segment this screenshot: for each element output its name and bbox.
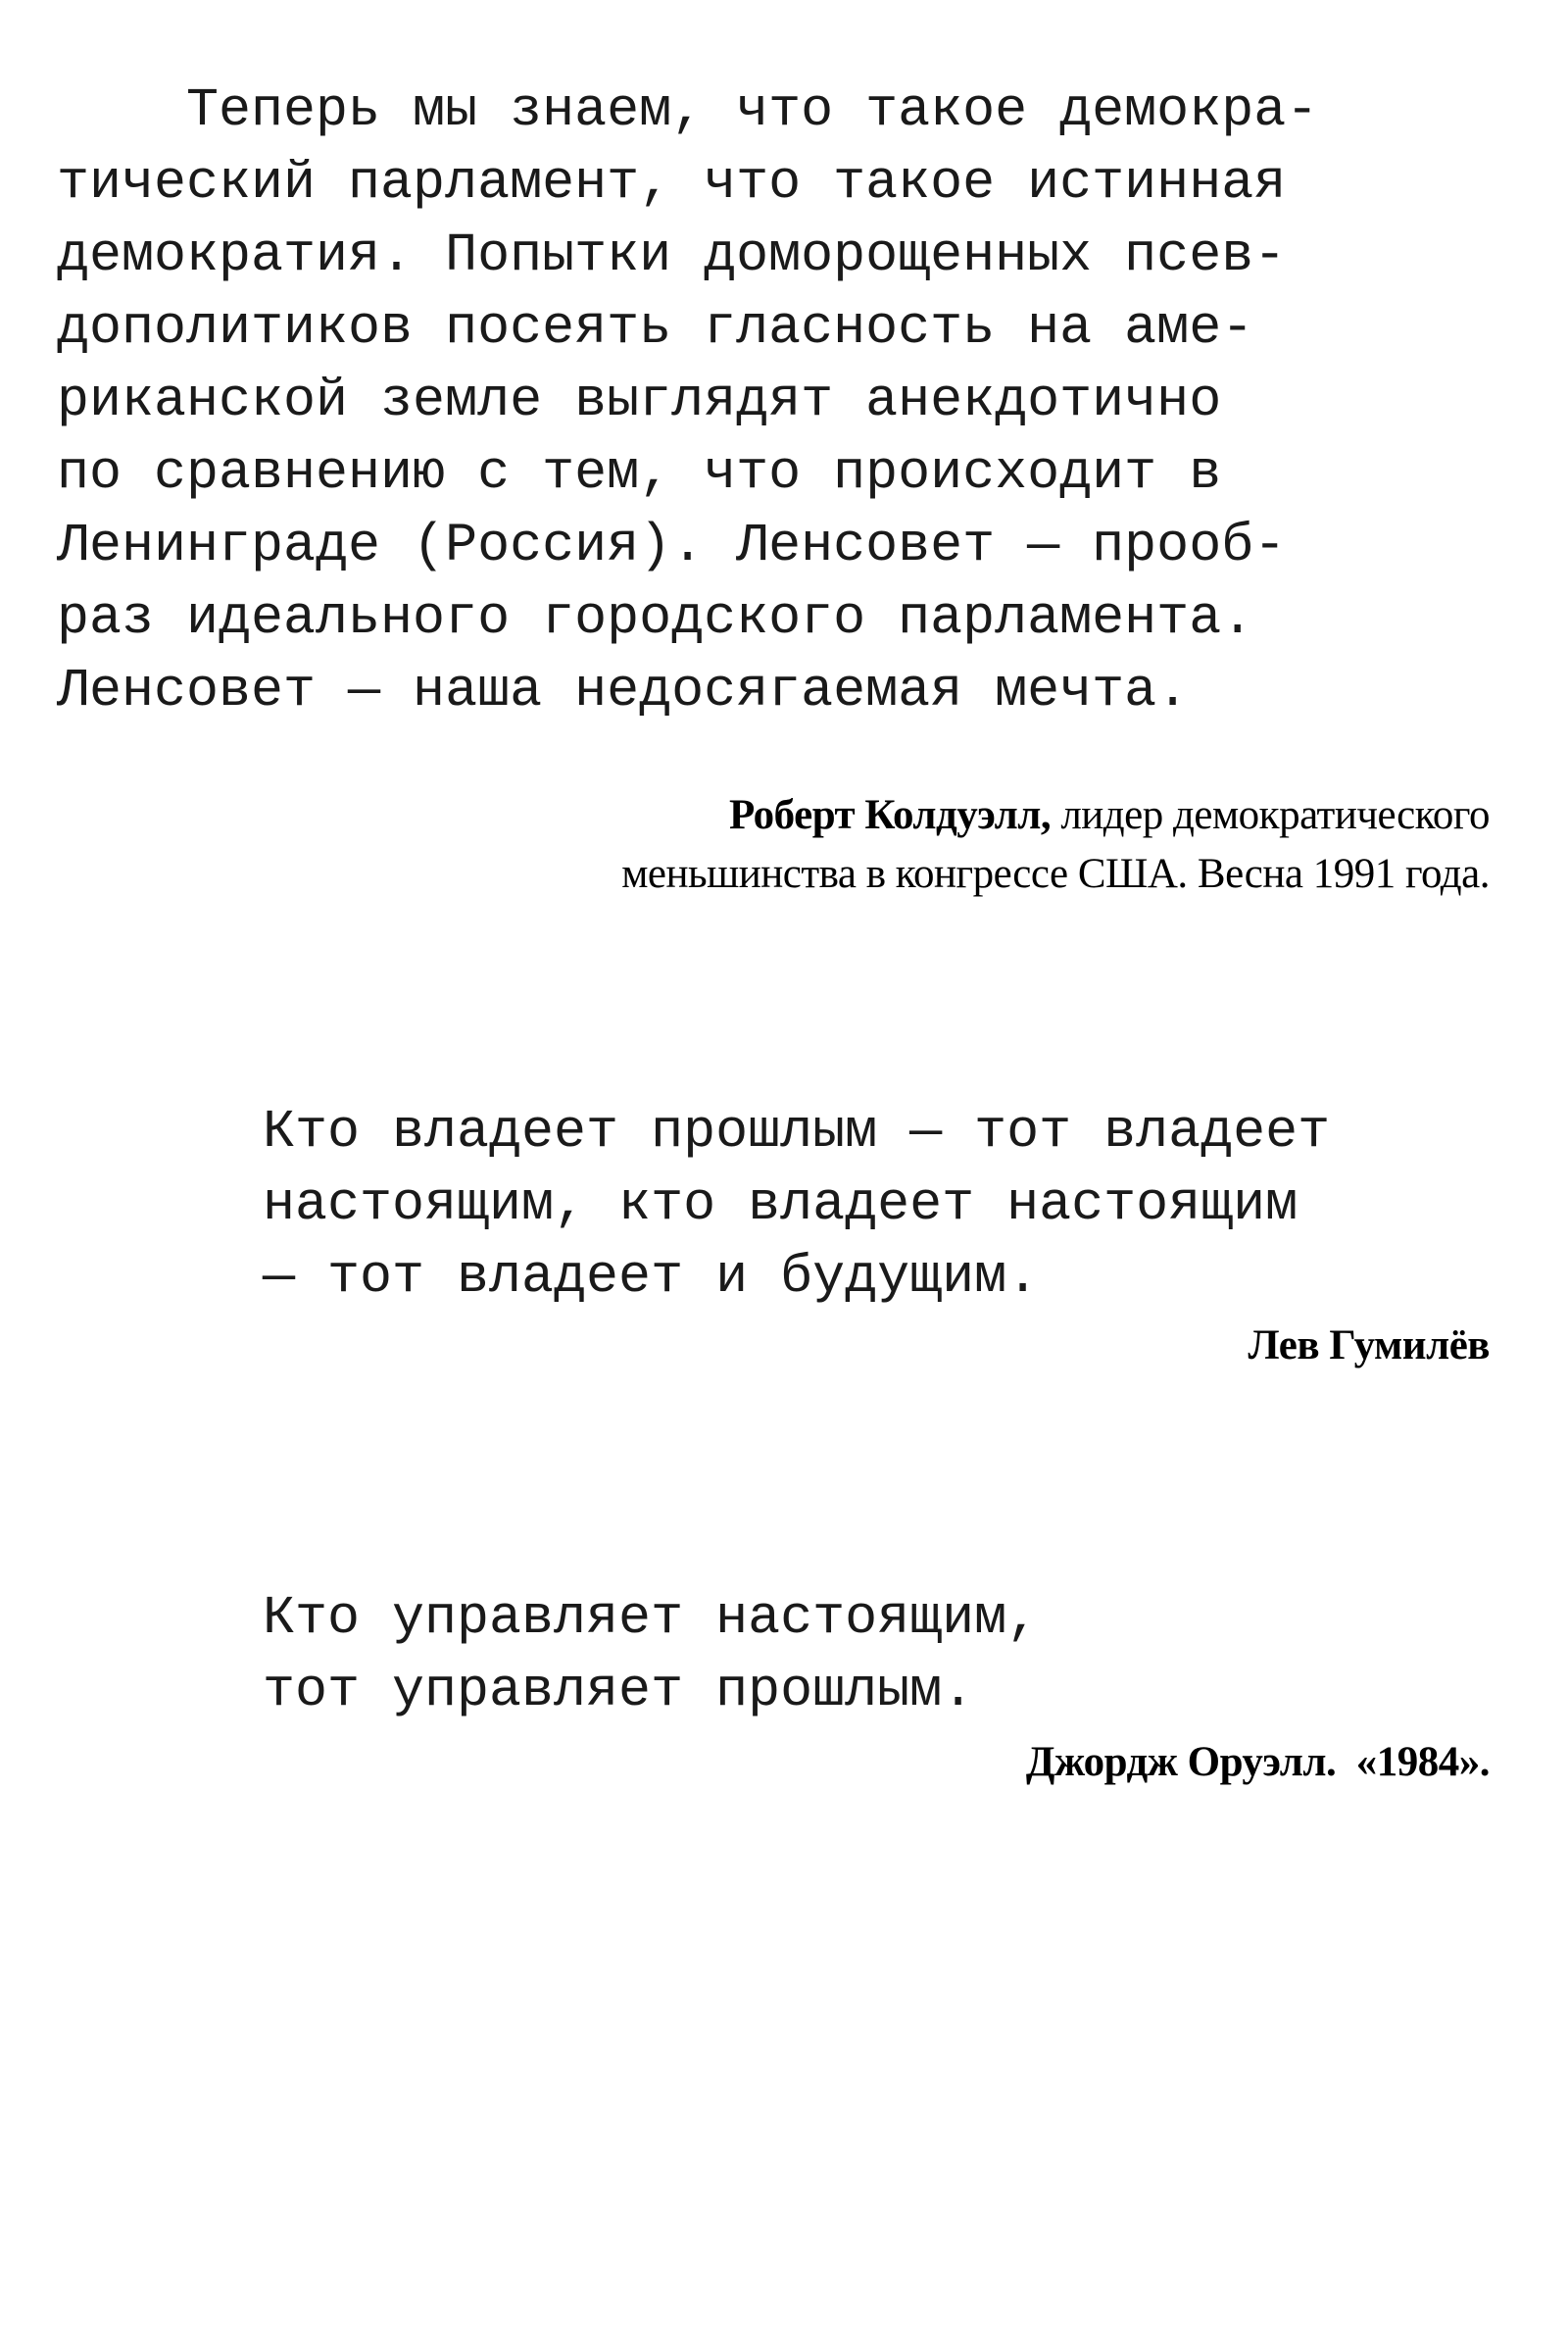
quote-1-line: тический парламент, что такое истинная: [57, 152, 1287, 214]
quote-1-author-name: Роберт Колдуэлл,: [728, 792, 1052, 838]
quote-1-line: демократия. Попытки доморощенных псев-: [57, 224, 1287, 286]
quote-2-line: — тот владеет и будущим.: [263, 1246, 1040, 1308]
quote-1-author-role: лидер демократического: [1051, 792, 1490, 838]
quote-2-author: Лев Гумилёв: [1248, 1322, 1490, 1368]
quote-3-line: тот управляет прошлым.: [263, 1660, 975, 1721]
quote-2-line: Кто владеет прошлым — тот владеет: [263, 1101, 1331, 1163]
quote-3-author: Джордж Оруэлл. «1984».: [1025, 1739, 1490, 1785]
quote-1-line: Теперь мы знаем, что такое демокра-: [57, 79, 1319, 141]
quote-1-line: раз идеального городского парламента.: [57, 587, 1254, 649]
quote-1-line: Ленинграде (Россия). Ленсовет — прооб-: [57, 515, 1287, 576]
quote-3-line: Кто управляет настоящим,: [263, 1587, 1040, 1649]
quote-1-line: по сравнению с тем, что происходит в: [57, 442, 1222, 504]
quote-1-line: Ленсовет — наша недосягаемая мечта.: [57, 660, 1190, 721]
quote-1-attribution-line-2: меньшинства в конгрессе США. Весна 1991 года.: [621, 851, 1490, 897]
quote-1-attribution-line-1: [729, 790, 1490, 841]
quote-2-line: настоящим, кто владеет настоящим: [263, 1173, 1298, 1235]
quote-1-line: дополитиков посеять гласность на аме-: [57, 297, 1254, 359]
quote-1-line: риканской земле выглядят анекдотично: [57, 370, 1222, 431]
